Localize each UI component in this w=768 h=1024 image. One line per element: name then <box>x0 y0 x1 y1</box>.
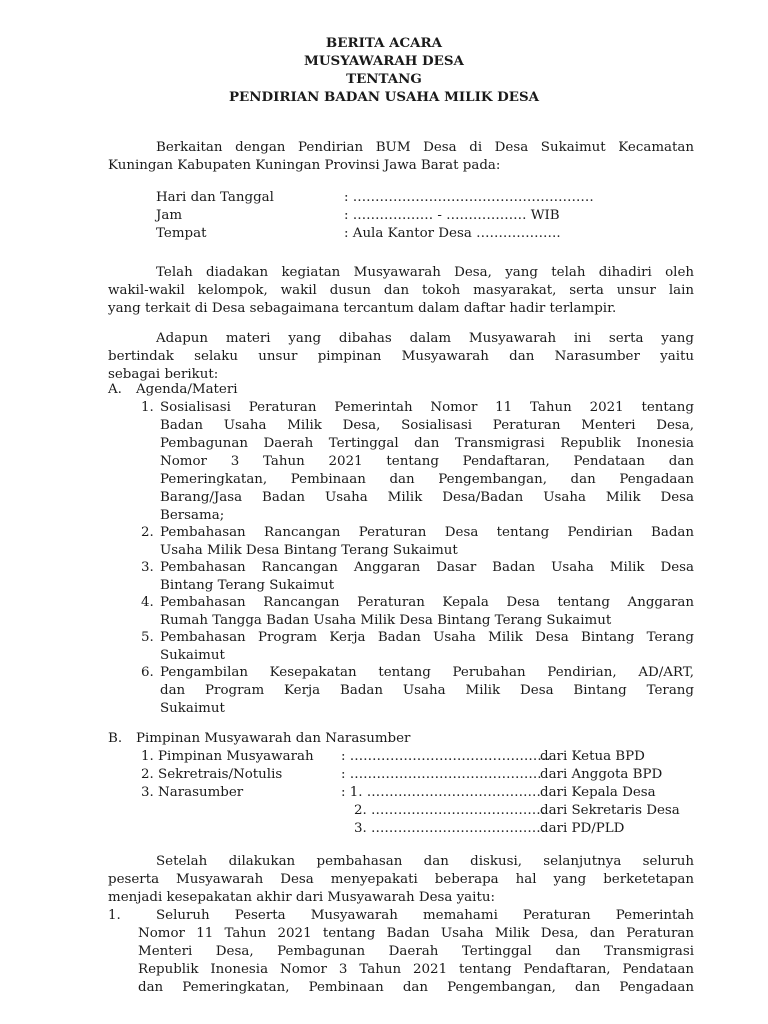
doc-title-line3: TENTANG <box>346 71 422 87</box>
agenda-item-line: Sukaimut <box>160 701 225 716</box>
leader-origin: dari PD/PLD <box>540 821 625 836</box>
paragraph-line: yang terkait di Desa sebagaimana tercantum dalam daftar hadir terlampir. <box>108 301 617 316</box>
agenda-item-line: Pembahasan Program Kerja Badan Usaha Milik Desa Bintang Terang <box>160 630 694 645</box>
doc-title-line2: MUSYAWARAH DESA <box>304 53 464 69</box>
agreement-line: Republik Inonesia Nomor 3 Tahun 2021 tentang Pendaftaran, Pendataan <box>138 962 694 977</box>
leader-value: : ……………………………………… <box>341 749 551 764</box>
agenda-item-number: 4. <box>141 595 154 610</box>
agenda-item-line: Sosialisasi Peraturan Pemerintah Nomor 11 Tahun 2021 tentang <box>160 400 694 415</box>
schedule-day-label: Hari dan Tanggal <box>156 190 274 205</box>
agenda-item-line: Usaha Milik Desa Bintang Terang Sukaimut <box>160 543 458 558</box>
section-a-marker: A. <box>108 382 122 397</box>
leader-value: 3. ………………………………… <box>354 821 546 836</box>
agreement-line: Menteri Desa, Pembagunan Daerah Tertinggal dan Transmigrasi <box>138 944 694 959</box>
agreement-number: 1. <box>108 908 121 923</box>
schedule-day-value: : ……………………………………………… <box>344 190 594 205</box>
agreement-line: dan Pemeringkatan, Pembinaan dan Pengembangan, dan Pengadaan <box>138 980 694 995</box>
section-b-title: Pimpinan Musyawarah dan Narasumber <box>136 731 411 746</box>
leader-label: 2. Sekretrais/Notulis <box>141 767 283 782</box>
agenda-item-line: Badan Usaha Milik Desa, Sosialisasi Peraturan Menteri Desa, <box>160 418 694 433</box>
agenda-item-line: dan Program Kerja Badan Usaha Milik Desa Bintang Terang <box>160 683 694 698</box>
paragraph-line: wakil-wakil kelompok, wakil dusun dan tokoh masyarakat, serta unsur lain <box>108 283 694 298</box>
agenda-item-line: Bintang Terang Sukaimut <box>160 578 335 593</box>
leader-origin: dari Anggota BPD <box>540 767 663 782</box>
doc-title-line1: BERITA ACARA <box>325 35 443 51</box>
paragraph-line: peserta Musyawarah Desa menyepakati beberapa hal yang berketetapan <box>108 872 694 887</box>
agenda-item-line: Pemeringkatan, Pembinaan dan Pengembangan, dan Pengadaan <box>160 472 694 487</box>
paragraph-line: Setelah dilakukan pembahasan dan diskusi, selanjutnya seluruh <box>156 854 694 869</box>
agenda-item-line: Pembahasan Rancangan Peraturan Kepala Desa tentang Anggaran <box>160 595 694 610</box>
paragraph-line: Adapun materi yang dibahas dalam Musyawarah ini serta yang <box>156 331 694 346</box>
leader-origin: dari Ketua BPD <box>540 749 645 764</box>
section-b-marker: B. <box>108 731 123 746</box>
agenda-item-line: Pembahasan Rancangan Anggaran Dasar Badan Usaha Milik Desa <box>160 560 694 575</box>
leader-value: : 1. ………………………………… <box>341 785 541 800</box>
agenda-item-number: 5. <box>141 630 154 645</box>
leader-label: 3. Narasumber <box>141 785 244 800</box>
agenda-item-line: Bersama; <box>160 508 225 523</box>
schedule-time-value: : ……………… - ……………… WIB <box>344 208 560 223</box>
agenda-item-line: Rumah Tangga Badan Usaha Milik Desa Bintang Terang Sukaimut <box>160 613 612 628</box>
schedule-place-label: Tempat <box>156 226 207 241</box>
agreement-line: Seluruh Peserta Musyawarah memahami Peraturan Pemerintah <box>156 908 694 923</box>
agenda-item-number: 3. <box>141 560 154 575</box>
leader-value: : ……………………………………. <box>341 767 542 782</box>
agenda-item-number: 2. <box>141 525 154 540</box>
agenda-item-line: Pembahasan Rancangan Peraturan Desa tentang Pendirian Badan <box>160 525 694 540</box>
agenda-item-line: Pembagunan Daerah Tertinggal dan Transmigrasi Republik Inonesia <box>160 436 694 451</box>
paragraph-line: menjadi kesepakatan akhir dari Musyawarah Desa yaitu: <box>108 890 495 905</box>
leader-value: 2. ………………………………… <box>354 803 546 818</box>
agenda-item-line: Sukaimut <box>160 648 225 663</box>
leader-label: 1. Pimpinan Musyawarah <box>141 749 314 764</box>
agenda-item-number: 1. <box>141 400 154 415</box>
intro-line: Kuningan Kabupaten Kuningan Provinsi Jawa Barat pada: <box>108 158 501 173</box>
section-a-title: Agenda/Materi <box>136 382 238 397</box>
schedule-place-value: : Aula Kantor Desa ………………. <box>344 226 561 241</box>
agenda-item-line: Pengambilan Kesepakatan tentang Perubahan Pendirian, AD/ART, <box>160 665 694 680</box>
agreement-line: Nomor 11 Tahun 2021 tentang Badan Usaha Milik Desa, dan Peraturan <box>138 926 694 941</box>
agenda-item-line: Nomor 3 Tahun 2021 tentang Pendaftaran, Pendataan dan <box>160 454 694 469</box>
agenda-item-line: Barang/Jasa Badan Usaha Milik Desa/Badan Usaha Milik Desa <box>160 490 694 505</box>
leader-origin: dari Kepala Desa <box>540 785 656 800</box>
leader-origin: dari Sekretaris Desa <box>540 803 680 818</box>
agenda-item-number: 6. <box>141 665 154 680</box>
paragraph-line: bertindak selaku unsur pimpinan Musyawarah dan Narasumber yaitu <box>108 349 694 364</box>
schedule-time-label: Jam <box>156 208 183 223</box>
intro-line: Berkaitan dengan Pendirian BUM Desa di Desa Sukaimut Kecamatan <box>156 140 694 155</box>
paragraph-line: sebagai berikut: <box>108 367 219 382</box>
paragraph-line: Telah diadakan kegiatan Musyawarah Desa, yang telah dihadiri oleh <box>156 265 694 280</box>
doc-title-line4: PENDIRIAN BADAN USAHA MILIK DESA <box>228 89 540 105</box>
